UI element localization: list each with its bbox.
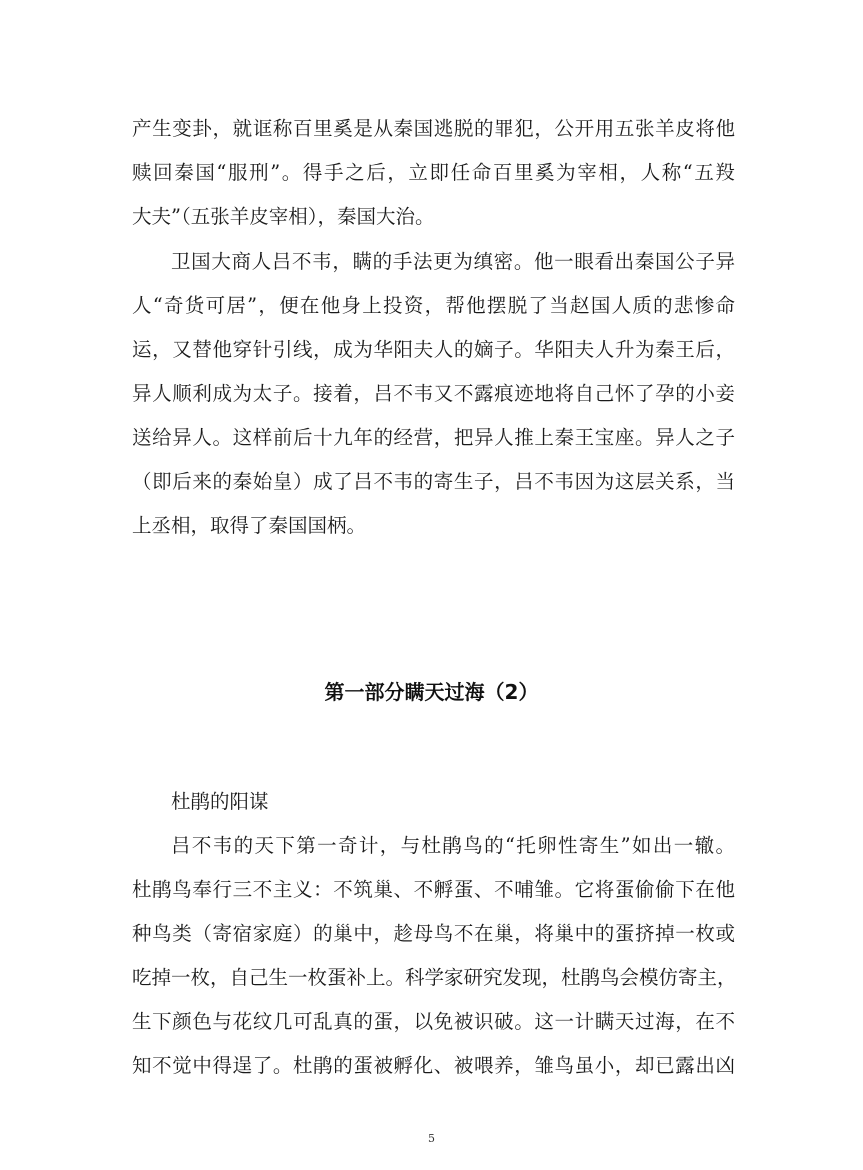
section-heading: 第一部分瞒天过海（2） xyxy=(324,680,539,704)
paragraph-2-line-5: 送给异人。这样前后十九年的经营，把异人推上秦王宝座。异人之子 xyxy=(132,426,735,449)
paragraph-1-line-2: 赎回秦国“服刑”。得手之后，立即任命百里奚为宰相，人称“五羖 xyxy=(132,161,735,184)
paragraph-2-line-1: 卫国大商人吕不韦，瞒的手法更为缜密。他一眼看出秦国公子异 xyxy=(171,250,735,273)
paragraph-3-line-4: 吃掉一枚，自己生一枚蛋补上。科学家研究发现，杜鹃鸟会模仿寄主， xyxy=(132,966,737,989)
paragraph-3-line-5: 生下颜色与花纹几可乱真的蛋，以免被识破。这一计瞒天过海，在不 xyxy=(132,1010,735,1033)
paragraph-3-line-2: 杜鹃鸟奉行三不主义：不筑巢、不孵蛋、不哺雏。它将蛋偷偷下在他 xyxy=(132,878,735,901)
paragraph-2-line-4: 异人顺利成为太子。接着，吕不韦又不露痕迹地将自己怀了孕的小妾 xyxy=(132,382,735,405)
paragraph-1-line-3: 大夫”（五张羊皮宰相），秦国大治。 xyxy=(132,205,435,228)
paragraph-1-line-1: 产生变卦，就诓称百里奚是从秦国逃脱的罪犯，公开用五张羊皮将他 xyxy=(132,117,735,140)
paragraph-3-line-6: 知不觉中得逞了。杜鹃的蛋被孵化、被喂养，雏鸟虽小，却已露出凶 xyxy=(132,1054,735,1077)
paragraph-2-line-2: 人“奇货可居”，便在他身上投资，帮他摆脱了当赵国人质的悲惨命 xyxy=(132,294,735,317)
paragraph-3-line-3: 种鸟类（寄宿家庭）的巢中，趁母鸟不在巢，将巢中的蛋挤掉一枚或 xyxy=(132,922,735,945)
page-number: 5 xyxy=(428,1132,435,1145)
paragraph-2-line-7: 上丞相，取得了秦国国柄。 xyxy=(132,514,367,537)
paragraph-3-line-1: 吕不韦的天下第一奇计，与杜鹃鸟的“托卵性寄生”如出一辙。 xyxy=(171,834,735,857)
paragraph-2-line-3: 运，又替他穿针引线，成为华阳夫人的嫡子。华阳夫人升为秦王后， xyxy=(132,338,735,361)
subheading: 杜鹃的阳谋 xyxy=(171,790,269,813)
paragraph-2-line-6: （即后来的秦始皇）成了吕不韦的寄生子，吕不韦因为这层关系，当 xyxy=(132,470,735,493)
